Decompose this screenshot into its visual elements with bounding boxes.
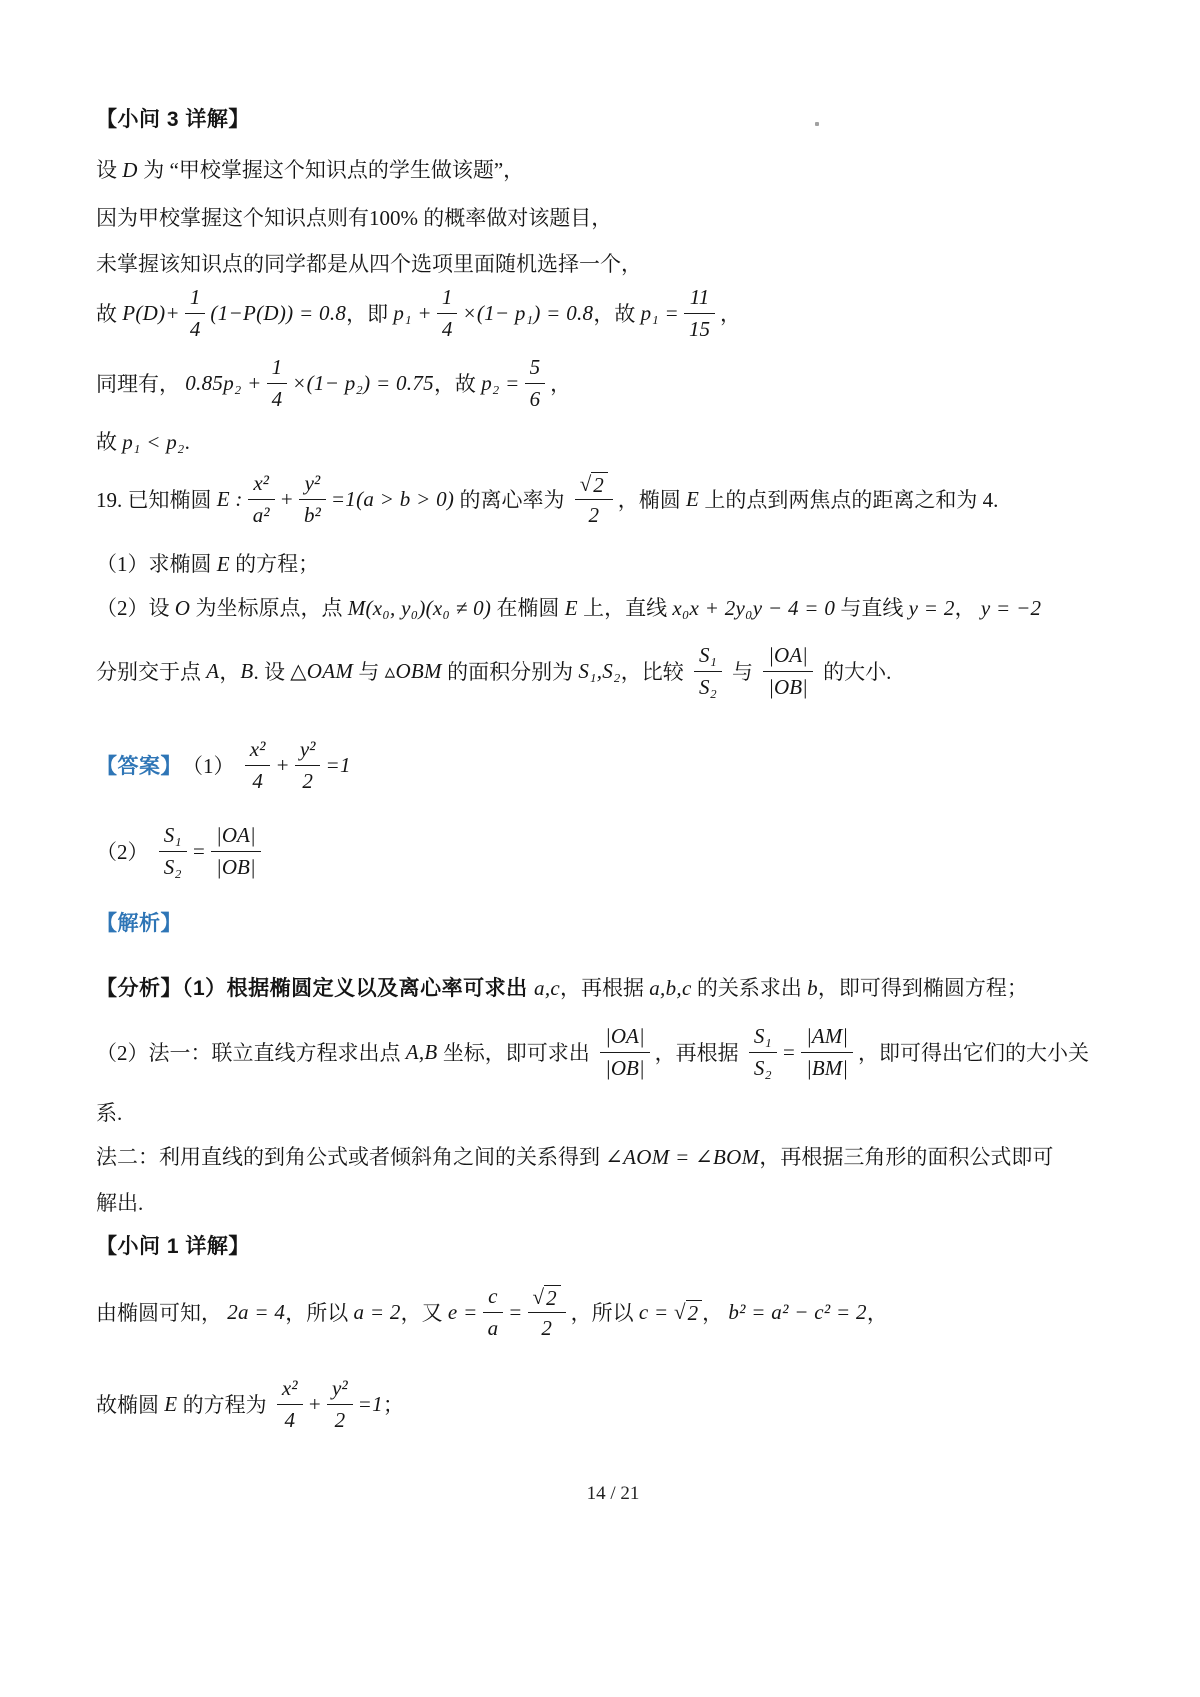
- text-run: ，: [550, 372, 572, 396]
- text-run: 的大小.: [817, 660, 892, 684]
- text-run: ，即可得到椭圆方程；: [817, 976, 1028, 1000]
- fraction-sqrt: [528, 1284, 566, 1340]
- fraction-denominator: 2: [334, 1407, 346, 1432]
- math-run: O: [174, 596, 191, 620]
- fraction-numerator: [528, 1284, 566, 1313]
- math-run: p₁ +: [393, 300, 432, 325]
- radicand: 2: [544, 1285, 561, 1309]
- fraction: [749, 1024, 777, 1079]
- text-run: 与直线: [835, 596, 909, 620]
- fraction-numerator: S₁: [159, 823, 187, 851]
- text-run: 分别交于点: [96, 660, 207, 684]
- math-run: =: [191, 838, 207, 863]
- fraction-numerator: 1: [185, 285, 206, 313]
- fraction: [684, 285, 715, 340]
- section-heading-subq3: 【小问 3 详解】: [96, 108, 250, 131]
- section-heading-subq1: 【小问 1 详解】: [96, 1235, 250, 1258]
- radicand: 2: [686, 1300, 703, 1324]
- sqrt-radical: [674, 1300, 702, 1324]
- fraction: [159, 823, 187, 878]
- fraction-numerator: x²: [277, 1376, 303, 1404]
- math-run: x₀x + 2y₀y − 4 = 0: [672, 596, 836, 620]
- fraction: [248, 471, 275, 526]
- fraction: [267, 355, 288, 410]
- fraction-denominator: |OB|: [216, 854, 256, 879]
- text-run: ，: [954, 596, 981, 620]
- math-run: a = 2: [353, 1299, 401, 1324]
- fraction-numerator: |OA|: [211, 823, 261, 851]
- formula-line: [96, 278, 1130, 348]
- question-part1: [96, 550, 1130, 578]
- text-run: （1）求椭圆: [96, 552, 217, 576]
- paragraph: 未掌握该知识点的同学都是从四个选项里面随机选择一个，: [96, 252, 642, 276]
- text-run: 同理有，: [96, 372, 186, 396]
- fraction-denominator: 4: [284, 1407, 295, 1432]
- fraction: [327, 1376, 353, 1431]
- fraction-numerator: y²: [299, 471, 326, 499]
- fraction: [245, 737, 271, 792]
- fraction-numerator: |OA|: [600, 1024, 650, 1052]
- radical-sign: √: [674, 1299, 686, 1324]
- text-run: 的离心率为: [454, 488, 570, 512]
- math-run: +: [279, 486, 295, 511]
- math-run: (1−P(D)) = 0.8: [210, 300, 347, 325]
- fraction: [801, 1024, 853, 1079]
- fraction-denominator: 6: [529, 386, 541, 411]
- page-number: 14 / 21: [586, 1483, 640, 1504]
- text-run: 的关系求出: [691, 976, 808, 1000]
- text-run: 由椭圆可知，: [96, 1301, 228, 1325]
- fraction: [277, 1376, 303, 1431]
- text-run: （2）: [96, 840, 154, 864]
- math-run: ×(1− p₁) = 0.8: [462, 300, 594, 325]
- math-run: =: [781, 1039, 797, 1064]
- radicand: 2: [591, 472, 608, 496]
- fraction-numerator: x²: [248, 471, 275, 499]
- math-run: b² = a² − c² = 2: [728, 1299, 867, 1324]
- continuation-line: 解出.: [96, 1191, 144, 1215]
- text-run: ，故: [593, 302, 641, 326]
- text-run: 故: [96, 430, 123, 454]
- text-run: ，: [702, 1301, 729, 1325]
- jiexi-label: 【解析】: [96, 912, 182, 935]
- fraction-denominator: b²: [304, 502, 321, 527]
- fraction-numerator: x²: [245, 737, 271, 765]
- math-run: 0.85p₂ +: [185, 370, 262, 395]
- text-run: （2）设: [96, 596, 175, 620]
- math-run: 2a = 4: [227, 1299, 286, 1324]
- fraction: [763, 643, 813, 698]
- fraction: [295, 737, 321, 792]
- continuation-line: 系.: [96, 1101, 123, 1125]
- method1-line: [96, 1017, 1130, 1087]
- text-run: 设: [96, 158, 123, 182]
- text-run: ，: [720, 302, 742, 326]
- fraction-numerator: 5: [525, 355, 546, 383]
- fraction-denominator: 4: [271, 386, 283, 411]
- text-run: 在椭圆: [491, 596, 565, 620]
- fraction-numerator: S₁: [694, 643, 722, 671]
- math-run: =1: [325, 752, 351, 777]
- text-run: ，再根据: [560, 976, 650, 1000]
- math-run: +: [275, 752, 290, 777]
- fraction-numerator: S₁: [749, 1024, 777, 1052]
- fraction-numerator: 11: [684, 285, 715, 313]
- text-run: 坐标，即可求出: [437, 1041, 596, 1065]
- math-run: c =: [638, 1299, 675, 1324]
- text-run: ，比较: [620, 660, 689, 684]
- text-run: ，再根据: [654, 1041, 744, 1065]
- fraction-numerator: y²: [327, 1376, 353, 1404]
- fraction: [299, 471, 326, 526]
- method2-line: [96, 1143, 1130, 1171]
- answer-line1: [96, 730, 1130, 800]
- answer-line2: [96, 816, 1130, 886]
- text-run: ，即可得出它们的大小关: [858, 1041, 1090, 1065]
- text-run: ，所以: [285, 1301, 354, 1325]
- fraction: [525, 355, 546, 410]
- question-part2-line2: [96, 636, 1130, 706]
- fraction-denominator: |OB|: [768, 674, 808, 699]
- fraction: [437, 285, 458, 340]
- text-run: 与: [726, 660, 759, 684]
- fraction-denominator: a²: [252, 502, 270, 527]
- math-run: S₁,S₂: [578, 658, 621, 683]
- math-run: P(D)+: [122, 300, 180, 325]
- fenxi-label: 【分析】（1）根据椭圆定义以及离心率可求出: [96, 977, 535, 1000]
- fraction-numerator: 1: [437, 285, 458, 313]
- text-run: 法二：利用直线的到角公式或者倾斜角之间的关系得到: [96, 1145, 606, 1169]
- math-run: E: [564, 596, 578, 620]
- text-run: （2）法一：联立直线方程求出点: [96, 1041, 406, 1065]
- question-part2-line1: [96, 594, 1130, 622]
- text-run: ，所以: [570, 1301, 639, 1325]
- math-run: D: [122, 158, 144, 182]
- math-run: E: [216, 552, 230, 576]
- math-run: M(x₀, y₀)(x₀ ≠ 0): [347, 596, 492, 620]
- fraction: [211, 823, 261, 878]
- text-run: 故: [96, 302, 123, 326]
- math-run: A: [206, 658, 220, 683]
- fraction-denominator: 15: [689, 316, 711, 341]
- triangle-oam: △OAM: [290, 658, 354, 683]
- formula-line: [96, 1369, 1130, 1439]
- math-run: a,c: [534, 976, 560, 1000]
- fraction: [600, 1024, 650, 1079]
- text-run: ，即: [346, 302, 394, 326]
- question-19-stem: [96, 464, 1130, 534]
- math-run: p₁ < p₂: [122, 430, 185, 454]
- text-run: 上，直线: [577, 596, 673, 620]
- fraction: [694, 643, 722, 698]
- sqrt-radical: [580, 472, 608, 496]
- text-run: .: [184, 430, 190, 454]
- fraction-denominator: 2: [541, 1315, 552, 1340]
- text-run: ；: [382, 1393, 404, 1417]
- text-run: ，再根据三角形的面积公式即可: [759, 1145, 1054, 1169]
- fraction-numerator: c: [483, 1284, 504, 1312]
- math-run: =: [508, 1299, 523, 1324]
- math-run: =1: [357, 1391, 383, 1416]
- text-run: ，: [866, 1301, 888, 1325]
- text-run: 与: [353, 660, 385, 684]
- paragraph: 因为甲校掌握这个知识点则有100% 的概率做对该题目，: [96, 206, 613, 230]
- fraction-denominator: S₂: [698, 674, 717, 699]
- fraction-denominator: |BM|: [806, 1055, 849, 1080]
- text-run: 的方程；: [229, 552, 320, 576]
- fraction-denominator: S₂: [163, 854, 182, 879]
- fraction-denominator: a: [487, 1315, 499, 1340]
- math-run: y = −2: [980, 596, 1042, 620]
- math-run: b: [807, 976, 818, 1000]
- text-run: 故椭圆: [96, 1393, 165, 1417]
- text-run: 的面积分别为: [441, 660, 579, 684]
- fraction-numerator: |OA|: [763, 643, 813, 671]
- fraction-denominator: 2: [302, 768, 313, 793]
- fenxi-line: [96, 974, 1130, 1003]
- math-run: +: [307, 1391, 322, 1416]
- scan-speck: [815, 122, 819, 126]
- radical-sign: √: [532, 1284, 545, 1309]
- sqrt-radical: [533, 1285, 561, 1309]
- math-run: =1(a > b > 0): [330, 486, 455, 511]
- text-run: （1）: [182, 754, 240, 778]
- math-run: E: [686, 486, 700, 511]
- formula-line: [96, 1277, 1130, 1347]
- fraction: [185, 285, 206, 340]
- fraction-denominator: 4: [189, 316, 201, 341]
- fraction-denominator: 4: [441, 316, 453, 341]
- radical-sign: √: [579, 471, 592, 496]
- fraction-denominator: S₂: [753, 1055, 772, 1080]
- math-run: A,B: [405, 1039, 438, 1064]
- text-run: ，故: [433, 372, 482, 396]
- text-run: 为 “甲校掌握这个知识点的学生做该题”，: [143, 158, 525, 182]
- math-run: e =: [447, 1299, 478, 1324]
- math-run: E :: [216, 486, 243, 511]
- text-run: ，椭圆: [617, 488, 686, 512]
- fraction-denominator: 4: [252, 768, 263, 793]
- fraction-numerator: |AM|: [801, 1024, 853, 1052]
- text-run: ，又: [400, 1301, 448, 1325]
- fraction: [483, 1284, 504, 1339]
- text-run: 的方程为: [177, 1393, 272, 1417]
- fraction-numerator: 1: [267, 355, 288, 383]
- math-run: ×(1− p₂) = 0.75: [292, 370, 434, 395]
- math-run: a,b,c: [649, 976, 692, 1000]
- answer-label: 【答案】: [96, 755, 182, 778]
- fraction-denominator: |OB|: [605, 1055, 645, 1080]
- question-number: 19. 已知椭圆: [96, 488, 217, 512]
- fraction-sqrt: [575, 471, 613, 527]
- math-run: y = 2: [908, 596, 955, 620]
- angle-equation: ∠AOM = ∠BOM: [605, 1145, 760, 1169]
- text-run: 为坐标原点，点: [190, 596, 348, 620]
- fraction-numerator: [575, 471, 613, 500]
- text-run: . 设: [253, 660, 291, 684]
- paragraph: [96, 156, 1130, 184]
- math-run: p₂ =: [481, 370, 520, 395]
- math-run: E: [164, 1391, 178, 1416]
- fraction-denominator: 2: [588, 502, 599, 527]
- conclusion-line: [96, 428, 1130, 456]
- text-run: 上的点到两焦点的距离之和为 4.: [699, 488, 999, 512]
- math-run: p₁ =: [640, 300, 680, 325]
- text-run: ，: [219, 660, 241, 684]
- fraction-numerator: y²: [295, 737, 321, 765]
- math-run: B: [240, 658, 254, 683]
- formula-line: [96, 348, 1130, 418]
- triangle-obm: ▵OBM: [384, 658, 442, 683]
